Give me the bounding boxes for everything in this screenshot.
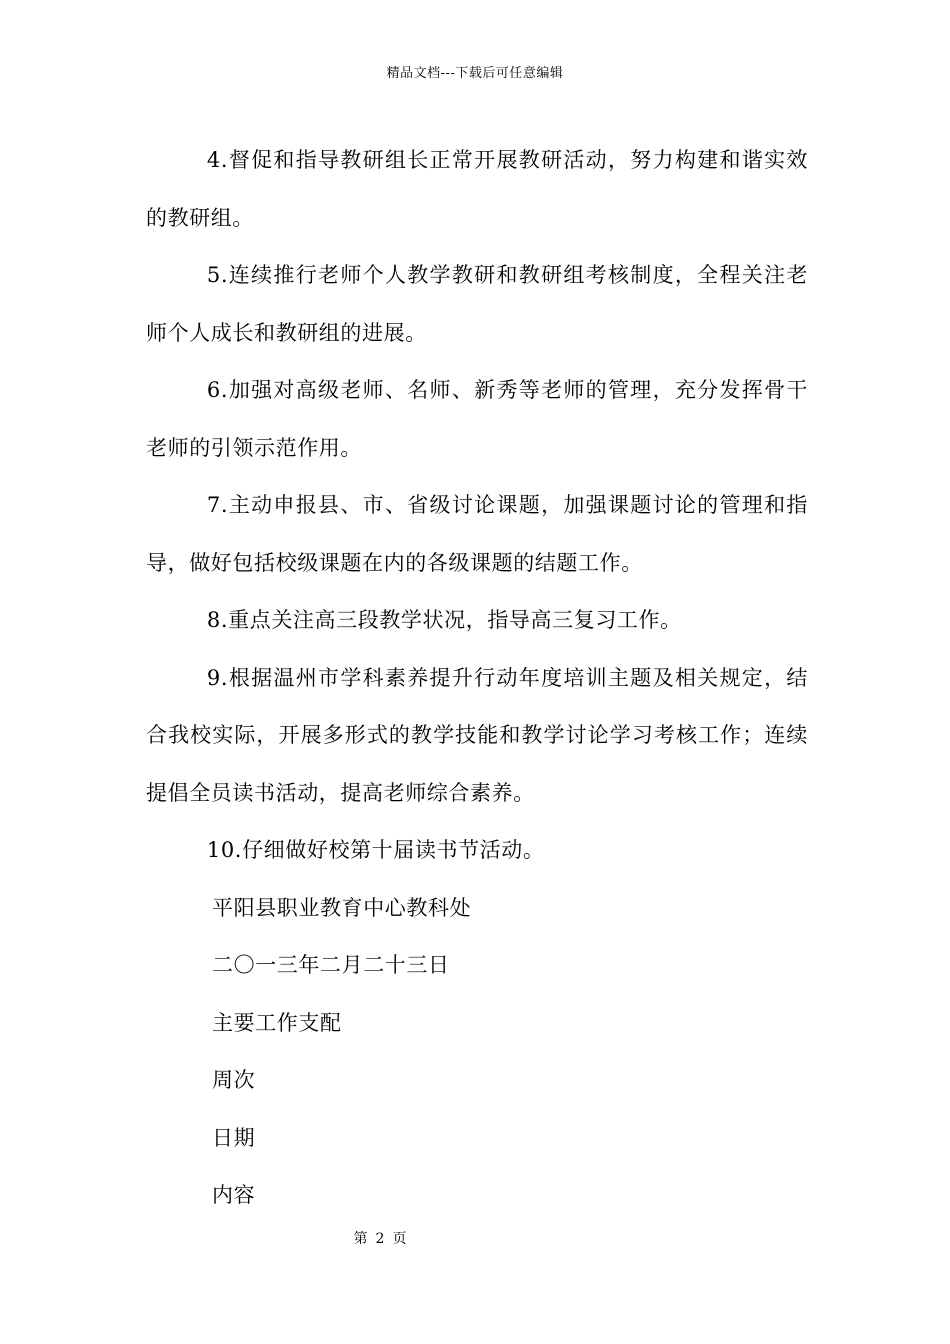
page-number-prefix: 第: [353, 1231, 368, 1247]
signature-date: 二〇一三年二月二十三日: [212, 953, 450, 977]
schedule-column-content: 内容: [212, 1183, 256, 1207]
signature-organization: 平阳县职业教育中心教科处: [212, 895, 472, 920]
page-number: 2: [375, 1231, 385, 1247]
schedule-column-week: 周次: [212, 1068, 256, 1092]
page-footer: [0, 1230, 760, 1248]
list-item-8: 8.重点关注高三段教学状况，指导高三复习工作。: [206, 608, 682, 632]
list-item-7: 7.主动申报县、市、省级讨论课题，加强课题讨论的管理和指导，做好包括校级课题在内的各级课题的结题工作。: [146, 493, 808, 575]
page-header: 精品文档---下载后可任意编辑: [386, 66, 564, 81]
list-item-6: 6.加强对高级老师、名师、新秀等老师的管理，充分发挥骨干老师的引领示范作用。: [146, 378, 808, 460]
page-number-suffix: 页: [392, 1231, 407, 1247]
list-item-5: 5.连续推行老师个人教学教研和教研组考核制度，全程关注老师个人成长和教研组的进展。: [146, 263, 808, 345]
schedule-title: 主要工作支配: [212, 1010, 342, 1035]
list-item-10: 10.仔细做好校第十届读书节活动。: [206, 838, 545, 862]
schedule-column-date: 日期: [212, 1125, 256, 1150]
list-item-9: 9.根据温州市学科素养提升行动年度培训主题及相关规定，结合我校实际，开展多形式的教学技能和教学讨论学习考核工作；连续提倡全员读书活动，提高老师综合素养。: [146, 665, 808, 805]
list-item-4: 4.督促和指导教研组长正常开展教研活动，努力构建和谐实效的教研组。: [146, 148, 808, 230]
document-body: [146, 132, 808, 1225]
